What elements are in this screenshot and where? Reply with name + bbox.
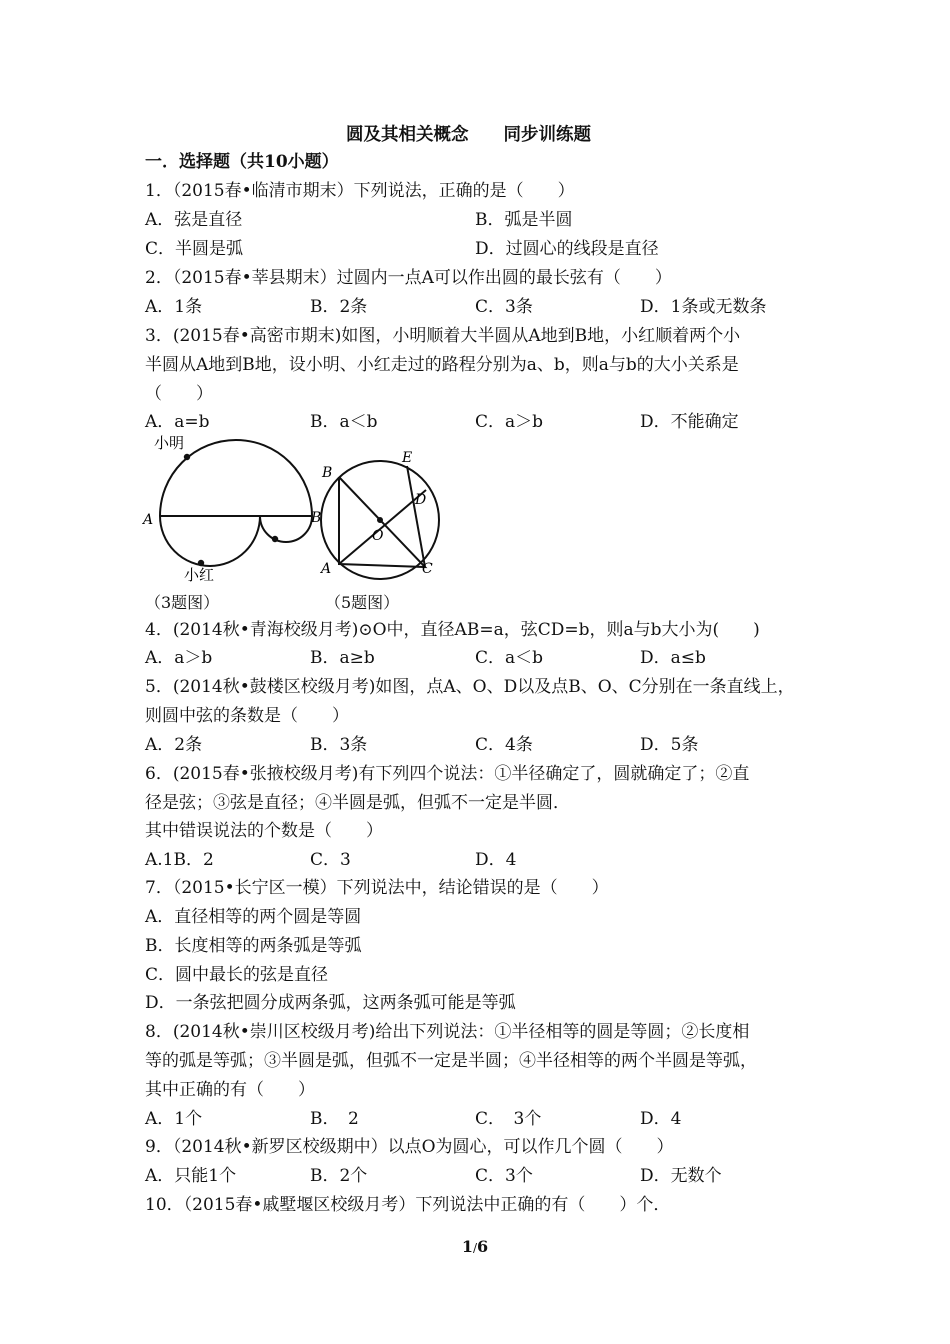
question-4-option-a: A．a＞b [145, 648, 213, 668]
question-2-option-a: A．1条 [145, 297, 203, 317]
figure-5-label-o: O [372, 528, 384, 544]
figure-3-semicircles [140, 432, 320, 584]
question-8-option-a: A．1个 [145, 1109, 203, 1129]
question-6-option-ab: A.1B．2 [145, 850, 214, 870]
figure-3-label-xiaoming: 小明 [154, 434, 185, 452]
question-4-option-c: C．a＜b [475, 648, 544, 668]
figure-5-label-e: E [402, 450, 413, 466]
question-8-option-b: B． 2 [310, 1109, 359, 1129]
figure-5-label-b: B [322, 465, 333, 481]
figure-3-label-a: A [143, 512, 154, 528]
page-number [0, 1237, 950, 1256]
figure-5-circle [312, 440, 444, 580]
figure-5-label-d: D [415, 492, 427, 508]
question-5-line-1: 5．(2014秋•鼓楼区校级月考)如图，点A、O、D以及点B、O、C分别在一条直线上， [145, 677, 795, 697]
question-3-line-1: 3．(2015春•高密市期末)如图，小明顺着大半圆从A地到B地，小红顺着两个小 [145, 326, 741, 346]
question-1-stem: 1．（2015春•临清市期末）下列说法，正确的是（ ） [145, 181, 575, 201]
question-2-stem: 2．（2015春•莘县期末）过圆内一点A可以作出圆的最长弦有（ ） [145, 268, 672, 288]
question-9-option-d: D．无数个 [640, 1166, 722, 1186]
figure-5-label-c: C [422, 561, 433, 577]
question-9-option-b: B．2个 [310, 1166, 368, 1186]
question-6-line-3: 其中错误说法的个数是（ ） [145, 821, 383, 841]
question-5-line-2: 则圆中弦的条数是（ ） [145, 706, 349, 726]
question-4-option-b: B．a≥b [310, 648, 375, 668]
question-10-stem: 10．（2015春•戚墅堰区校级月考）下列说法中正确的有（ ）个． [145, 1195, 671, 1215]
page-current: 1 [461, 1237, 473, 1256]
page-total: 6 [477, 1237, 489, 1256]
question-8-line-3: 其中正确的有（ ） [145, 1080, 315, 1100]
figure-3-label-b: B [311, 510, 322, 526]
page-separator: / [472, 1241, 478, 1255]
question-2-option-c: C．3条 [475, 297, 533, 317]
question-1-option-a: A．弦是直径 [145, 210, 243, 230]
xiaohong-midpoint [272, 536, 278, 542]
question-5-option-d: D．5条 [640, 735, 699, 755]
question-4-stem: 4．(2014秋•青海校级月考)⊙O中，直径AB=a，弦CD=b，则a与b大小为( ) [145, 620, 760, 640]
question-6-option-c: C．3 [310, 850, 351, 870]
question-3-option-d: D．不能确定 [640, 412, 739, 432]
question-5-option-c: C．4条 [475, 735, 533, 755]
question-7-stem: 7．（2015•长宁区一模）下列说法中，结论错误的是（ ） [145, 878, 609, 898]
question-7-option-b: B．长度相等的两条弧是等弧 [145, 936, 362, 956]
question-1-option-c: C．半圆是弧 [145, 239, 244, 259]
question-6-option-d: D．4 [475, 850, 517, 870]
figure-3-caption: （3题图） [145, 593, 220, 612]
question-3-option-a: A．a=b [145, 412, 210, 432]
question-4-option-d: D．a≤b [640, 648, 706, 668]
question-7-option-c: C．圆中最长的弦是直径 [145, 965, 329, 985]
question-7-option-a: A．直径相等的两个圆是等圆 [145, 907, 362, 927]
figure-3-label-xiaohong: 小红 [184, 566, 215, 584]
question-8-option-c: C． 3个 [475, 1109, 542, 1129]
question-6-line-2: 径是弦；③弦是直径；④半圆是弧，但弧不一定是半圆． [145, 793, 570, 813]
question-8-option-d: D．4 [640, 1109, 682, 1129]
question-5-option-a: A．2条 [145, 735, 203, 755]
question-7-option-d: D．一条弦把圆分成两条弧，这两条弧可能是等弧 [145, 993, 516, 1013]
question-3-line-2: 半圆从A地到B地，设小明、小红走过的路程分别为a、b，则a与b的大小关系是 [145, 355, 739, 375]
xiaoming-point [184, 454, 190, 460]
figure-5-label-a: A [321, 561, 332, 577]
figure-5-caption: （5题图） [325, 593, 400, 612]
figure-5-center-point [377, 517, 383, 523]
question-3-line-3: （ ） [145, 384, 213, 404]
question-9-option-c: C．3个 [475, 1166, 533, 1186]
question-8-line-1: 8．(2014秋•崇川区校级月考)给出下列说法：①半径相等的圆是等圆；②长度相 [145, 1022, 750, 1042]
section-heading: 一．选择题（共10小题） [145, 152, 339, 172]
question-6-line-1: 6．(2015春•张掖校级月考)有下列四个说法：①半径确定了，圆就确定了；②直 [145, 764, 750, 784]
question-9-option-a: A．只能1个 [145, 1166, 237, 1186]
question-2-option-d: D．1条或无数条 [640, 297, 767, 317]
page-title: 圆及其相关概念 同步训练题 [346, 125, 591, 145]
question-3-option-b: B．a＜b [310, 412, 378, 432]
question-1-option-b: B．弧是半圆 [475, 210, 573, 230]
question-9-stem: 9．（2014秋•新罗区校级期中）以点O为圆心，可以作几个圆（ ） [145, 1137, 674, 1157]
question-1-option-d: D．过圆心的线段是直径 [475, 239, 659, 259]
question-5-option-b: B．3条 [310, 735, 368, 755]
question-8-line-2: 等的弧是等弧；③半圆是弧，但弧不一定是半圆；④半径相等的两个半圆是等弧， [145, 1051, 757, 1071]
question-2-option-b: B．2条 [310, 297, 368, 317]
question-3-option-c: C．a＞b [475, 412, 544, 432]
